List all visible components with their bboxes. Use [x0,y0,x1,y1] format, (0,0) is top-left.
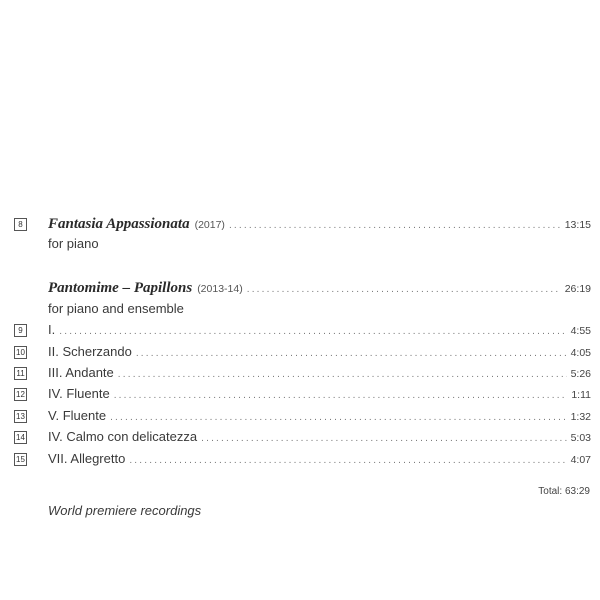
movement-line [48,386,591,401]
movement-duration: 5:26 [570,368,591,380]
leader-dots [118,370,567,380]
leader-dots [136,349,567,359]
movement-row [0,344,600,364]
work-duration: 13:15 [564,219,591,231]
movement-title: IV. Fluente [48,386,110,401]
leader-dots [114,391,568,401]
work-duration: 26:19 [564,283,591,295]
work-subtitle: for piano and ensemble [48,301,184,316]
leader-dots [229,221,561,231]
movement-line [48,429,591,444]
track-number-badge: 8 [14,218,27,231]
work-title: Fantasia Appassionata [48,216,190,232]
movement-duration: 4:55 [570,325,591,337]
track-number-badge: 14 [14,431,27,444]
movement-line [48,408,591,423]
movement-title: II. Scherzando [48,344,132,359]
movement-duration: 4:07 [570,454,591,466]
leader-dots [129,456,566,466]
track-number-badge: 10 [14,346,27,359]
work-subtitle: for piano [48,236,99,251]
track-number-badge: 9 [14,324,27,337]
movement-title: VII. Allegretto [48,451,126,466]
movement-duration: 1:32 [570,411,591,423]
movement-line [48,344,591,359]
movement-line [48,365,591,380]
work-line [48,216,591,233]
work-year: (2013-14) [197,283,243,295]
movement-title: V. Fluente [48,408,107,423]
track-number-badge: 15 [14,453,27,466]
track-number-badge: 12 [14,388,27,401]
movement-line [48,322,591,337]
movement-row [0,365,600,385]
work-title: Pantomime – Papillons [48,280,193,296]
total-duration: Total: 63:29 [538,486,590,497]
leader-dots [247,285,561,295]
work-line [48,280,591,297]
work-row-fantasia [0,216,600,236]
leader-dots [59,327,566,337]
movement-line [48,451,591,466]
movement-row [0,386,600,406]
movement-duration: 5:03 [570,432,591,444]
work-row-pantomime [0,280,600,300]
movement-row [0,322,600,342]
movement-row [0,451,600,471]
leader-dots [110,413,567,423]
work-year: (2017) [194,219,225,231]
movement-duration: 4:05 [570,347,591,359]
movement-row [0,429,600,449]
movement-duration: 1:11 [571,389,591,401]
movement-title: IV. Calmo con delicatezza [48,429,198,444]
movement-title: I. [48,322,56,337]
movement-title: III. Andante [48,365,114,380]
movement-row [0,408,600,428]
track-number-badge: 11 [14,367,27,380]
recording-note: World premiere recordings [48,503,202,518]
leader-dots [201,434,566,444]
track-number-badge: 13 [14,410,27,423]
